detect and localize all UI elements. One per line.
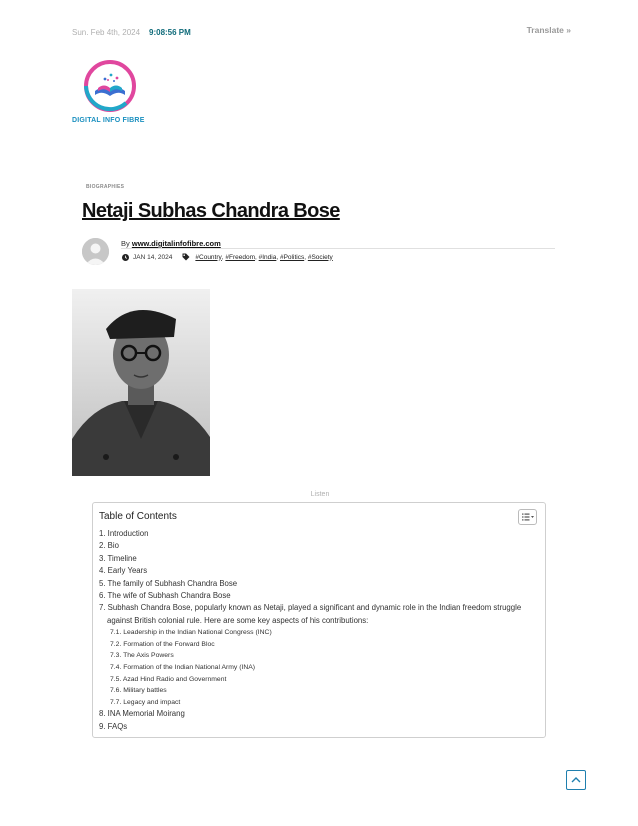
post-meta: JAN 14, 2024 #Country , #Freedom , #India , #Politics , #Society — [122, 253, 333, 261]
list-toggle-icon — [522, 513, 534, 521]
toc-subitem[interactable]: 7.6. Military battles — [110, 687, 167, 695]
toc-title: Table of Contents — [99, 511, 177, 522]
post-category[interactable]: BIOGRAPHIES — [86, 184, 125, 190]
post-title[interactable]: Netaji Subhas Chandra Bose — [82, 200, 340, 222]
featured-image — [72, 289, 210, 476]
avatar-silhouette-icon — [82, 238, 109, 265]
toc-toggle-button[interactable] — [518, 509, 537, 525]
tag-link-freedom[interactable]: #Freedom — [225, 253, 256, 261]
toc-item[interactable]: 8. INA Memorial Moirang — [99, 709, 185, 719]
tag-link-india[interactable]: #India — [258, 253, 277, 261]
byline-divider — [121, 248, 555, 249]
chevron-up-icon — [571, 777, 581, 783]
byline — [121, 239, 221, 248]
table-of-contents — [92, 502, 546, 738]
toc-subitem[interactable]: 7.1. Leadership in the Indian National Congress (INC) — [110, 629, 272, 637]
topbar-date: Sun. Feb 4th, 2024 — [72, 28, 141, 37]
author-avatar[interactable] — [82, 238, 109, 265]
toc-item[interactable]: 2. Bio — [99, 541, 119, 551]
author-link[interactable]: www.digitalinfofibre.com — [131, 239, 221, 248]
scroll-to-top-button[interactable] — [566, 770, 586, 790]
tag-link-country[interactable]: #Country — [195, 253, 222, 261]
logo-text: DIGITAL INFO FIBRE — [72, 117, 145, 124]
toc-item-text-continued: against British colonial rule. Here are some key aspects of his contributions: — [107, 615, 369, 625]
toc-subitem[interactable]: 7.4. Formation of the Indian National Army (INA) — [110, 664, 256, 672]
toc-item[interactable]: 5. The family of Subhash Chandra Bose — [99, 578, 238, 588]
topbar-time: 9:08:56 PM — [149, 28, 191, 37]
toc-item[interactable]: 4. Early Years — [99, 566, 148, 576]
toc-item[interactable]: 9. FAQs — [99, 721, 128, 731]
toc-item[interactable]: 3. Timeline — [99, 553, 137, 563]
translate-link[interactable]: Translate » — [526, 25, 571, 35]
clock-icon — [122, 254, 129, 261]
tag-link-society[interactable]: #Society — [307, 253, 333, 261]
listen-button[interactable]: Listen — [310, 491, 330, 498]
portrait-photo — [72, 289, 210, 476]
toc-subitem[interactable]: 7.5. Azad Hind Radio and Government — [110, 675, 227, 683]
tag-link-politics[interactable]: #Politics — [279, 253, 305, 261]
toc-item[interactable] — [99, 602, 535, 627]
tag-icon — [182, 253, 190, 261]
post-date: JAN 14, 2024 — [133, 253, 173, 261]
toc-subitem[interactable]: 7.7. Legacy and impact — [110, 698, 181, 706]
toc-item[interactable]: 6. The wife of Subhash Chandra Bose — [99, 591, 231, 601]
byline-prefix: By — [121, 239, 130, 248]
toc-item-text: 7. Subhash Chandra Bose, popularly known as Netaji, played a significant and dynamic role in the Indian freedom struggle — [99, 603, 522, 613]
toc-subitem[interactable]: 7.2. Formation of the Forward Bloc — [110, 640, 215, 648]
toc-subitem[interactable]: 7.3. The Axis Powers — [110, 652, 174, 660]
toc-list — [99, 528, 535, 733]
toc-item[interactable]: 1. Introduction — [99, 529, 149, 538]
